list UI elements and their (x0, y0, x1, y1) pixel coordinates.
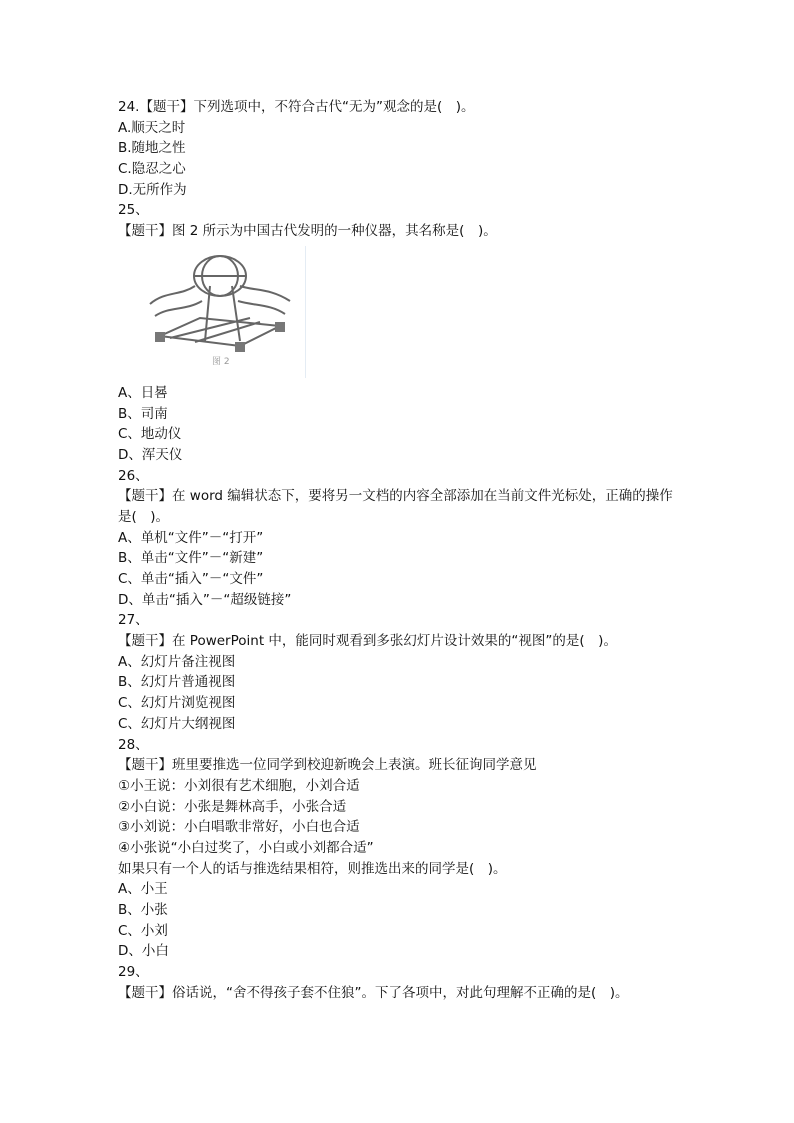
statement: ②小白说：小张是舞林高手，小张合适 (118, 798, 347, 815)
statement: 如果只有一个人的话与推选结果相符，则推选出来的同学是( )。 (118, 860, 507, 877)
answer-option: B、单击“文件”－“新建” (118, 550, 264, 567)
answer-option: C、地动仪 (118, 426, 182, 443)
question-number: 27、 (118, 612, 149, 629)
question-stem: 【题干】在 word 编辑状态下，要将另一文档的内容全部添加在当前文件光标处，正确的操作是( )。 (118, 488, 673, 525)
document-body (118, 97, 678, 1003)
answer-option: C.隐忍之心 (118, 161, 186, 178)
answer-option: A、单机“文件”－“打开” (118, 529, 264, 546)
question-stem: 24.【题干】下列选项中，不符合古代“无为”观念的是( )。 (118, 99, 475, 115)
answer-option: A、日晷 (118, 384, 168, 401)
answer-option: B、幻灯片普通视图 (118, 674, 236, 691)
answer-option: D、单击“插入”－“超级链接” (118, 591, 292, 608)
question-number: 29、 (118, 964, 149, 981)
statement: ③小刘说：小白唱歌非常好，小白也合适 (118, 819, 360, 836)
question-stem: 【题干】班里要推选一位同学到校迎新晚会上表演。班长征询同学意见 (118, 757, 537, 774)
answer-option: A、幻灯片备注视图 (118, 653, 236, 670)
answer-option: A.顺天之时 (118, 119, 186, 136)
answer-option: B.随地之性 (118, 140, 186, 157)
question-number: 28、 (118, 736, 149, 753)
answer-option: C、单击“插入”－“文件” (118, 571, 264, 588)
answer-option: D.无所作为 (118, 181, 187, 198)
question-number: 25、 (118, 202, 149, 219)
statement: ①小王说：小刘很有艺术细胞，小刘合适 (118, 777, 360, 794)
answer-option: C、小刘 (118, 922, 168, 939)
question-stem: 【题干】图 2 所示为中国古代发明的一种仪器，其名称是( )。 (118, 223, 497, 240)
answer-option: A、小王 (118, 881, 168, 898)
figure-caption: 图 2 (212, 356, 230, 367)
statement: ④小张说“小白过奖了，小白或小刘都合适” (118, 839, 374, 856)
question-stem: 【题干】俗话说，“舍不得孩子套不住狼”。下了各项中，对此句理解不正确的是( )。 (118, 984, 629, 1001)
answer-option: D、小白 (118, 943, 169, 960)
answer-option: C、幻灯片浏览视图 (118, 695, 236, 712)
question-stem: 【题干】在 PowerPoint 中，能同时观看到多张幻灯片设计效果的“视图”的是( )。 (118, 633, 617, 650)
answer-option: C、幻灯片大纲视图 (118, 715, 236, 732)
answer-option: D、浑天仪 (118, 446, 183, 463)
answer-option: B、小张 (118, 902, 168, 919)
answer-option: B、司南 (118, 405, 168, 422)
figure-armillary-sphere (140, 246, 306, 378)
question-number: 26、 (118, 467, 149, 484)
